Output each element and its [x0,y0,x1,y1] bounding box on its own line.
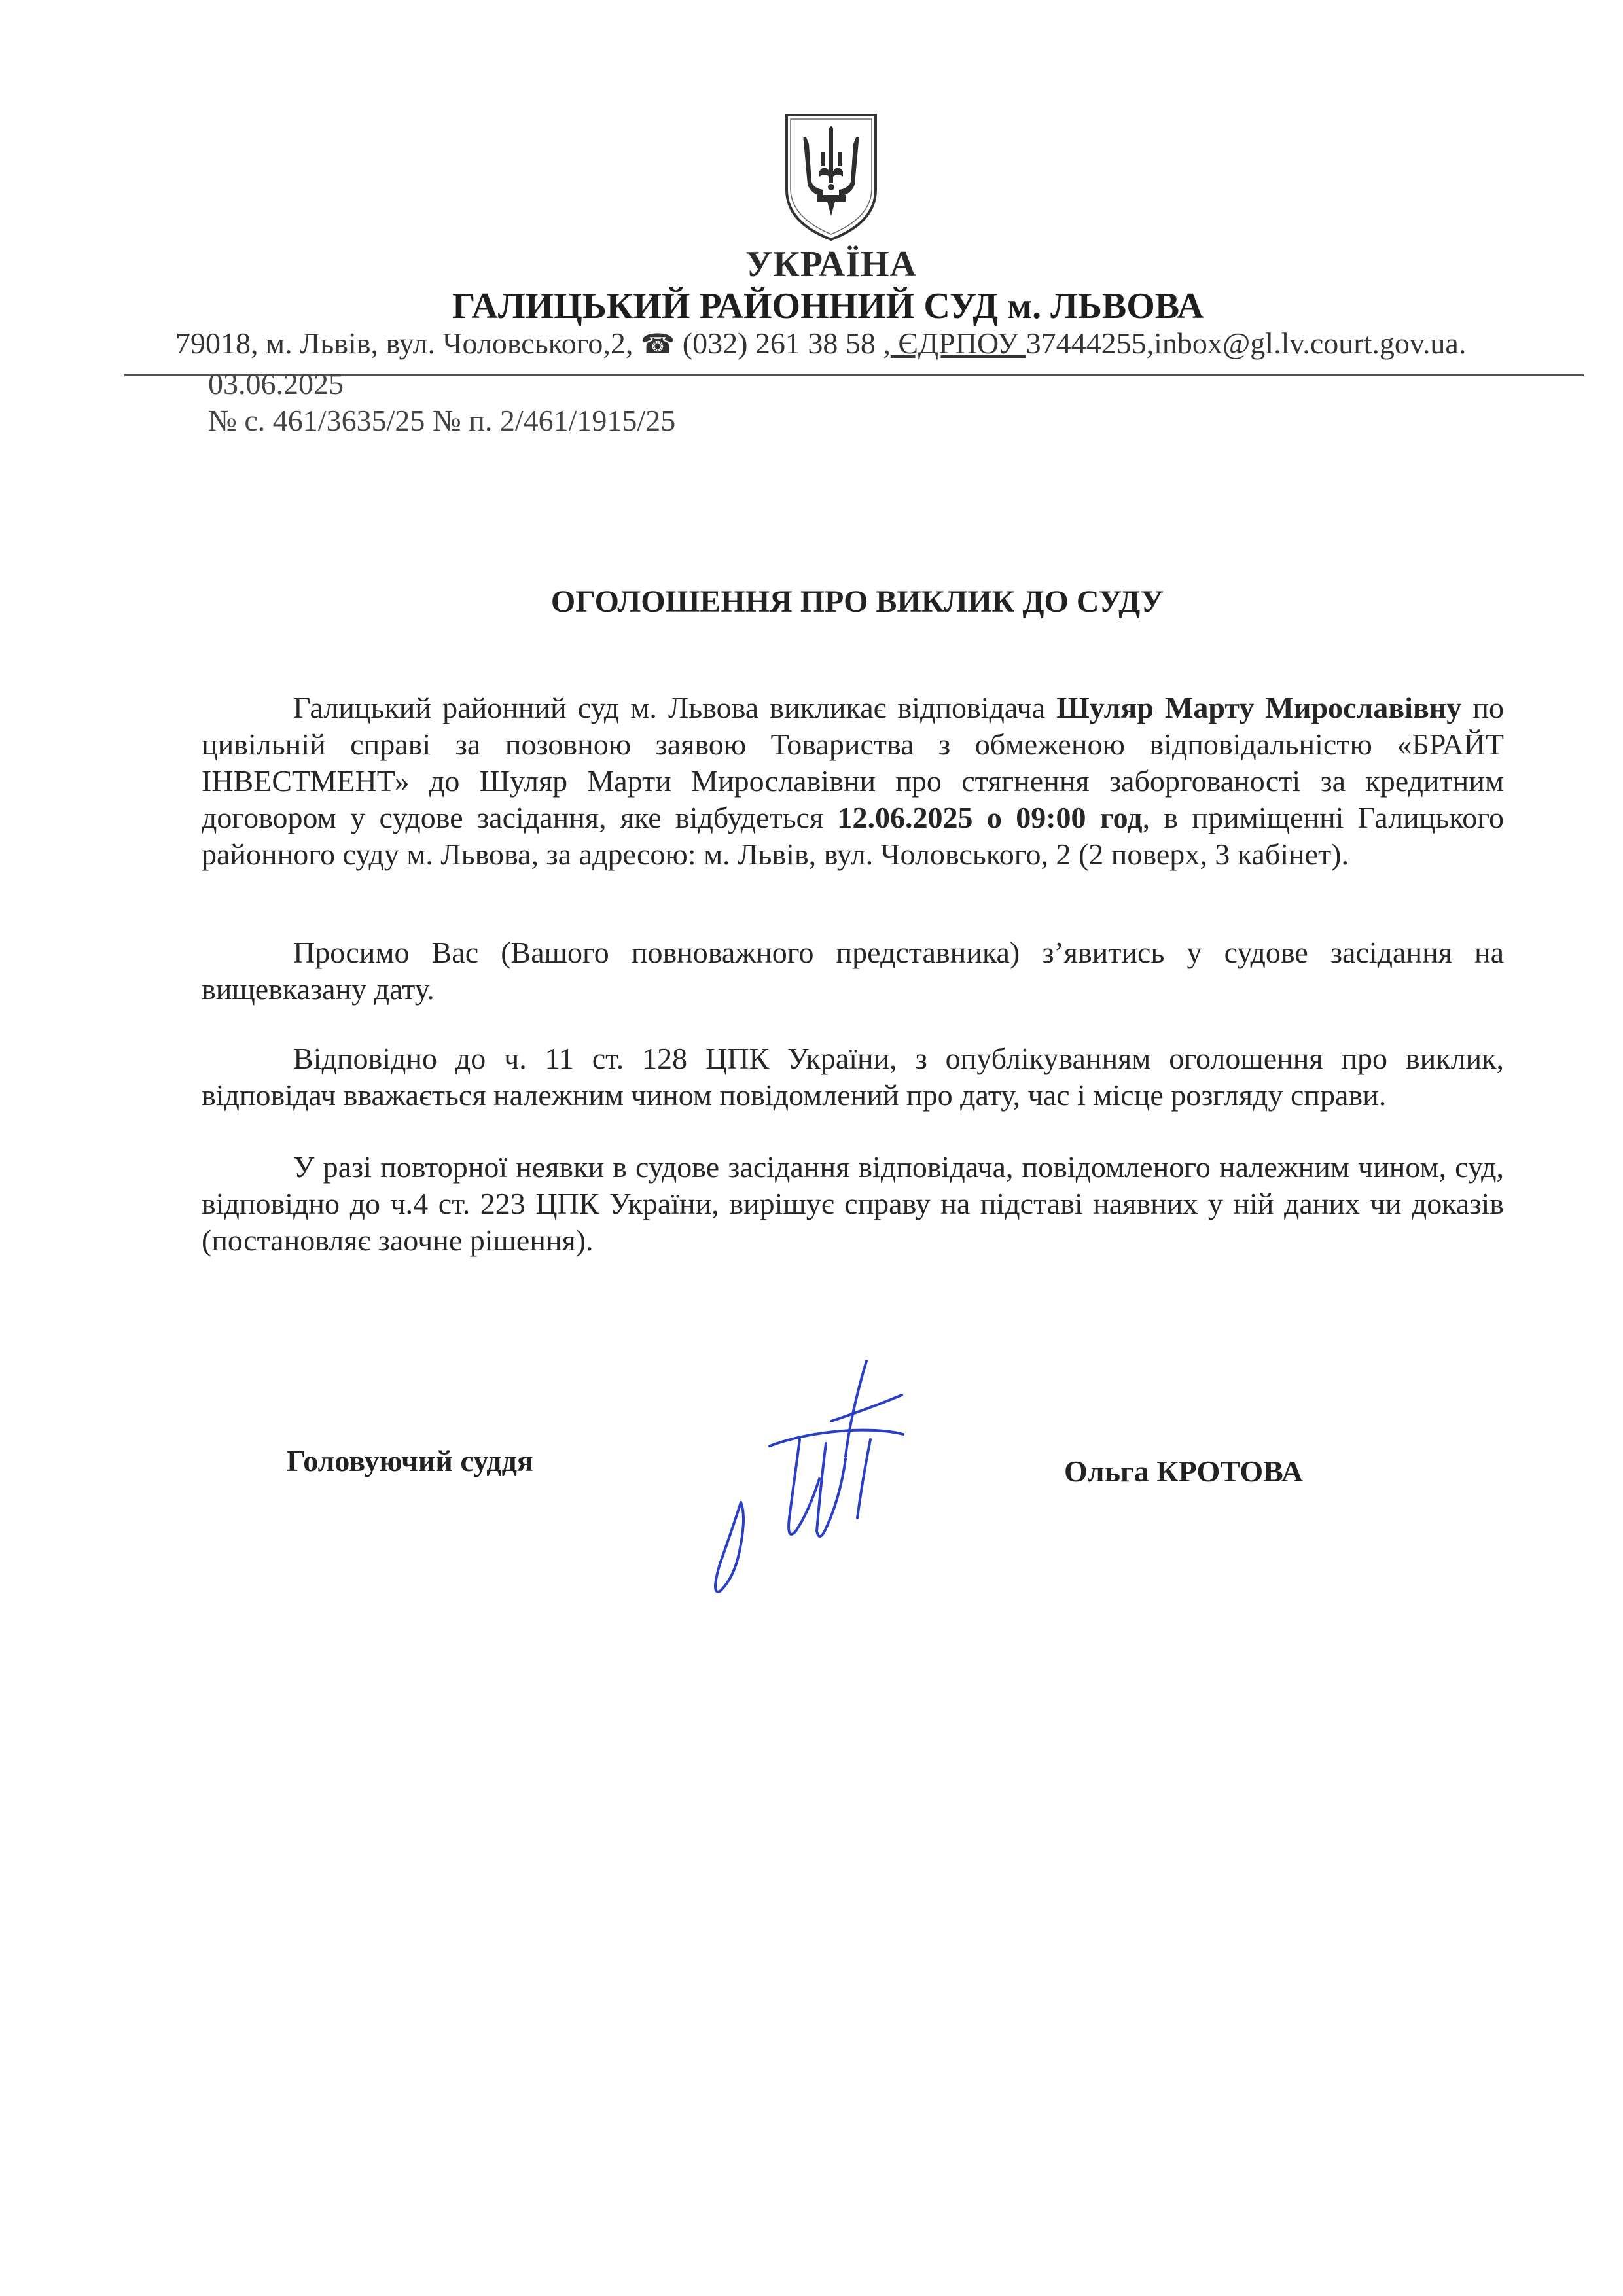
summons-text-c: по цивільній справі за позовною заявою Товариства з обмеженою відповідальністю «БРАЙТ ІНВЕСТМЕНТ» до Шуляр Марти Мирославівни про стягнення заборгованості за кредитним договором у судове засідання, яке відбудеться [202,691,1504,834]
paragraph-absence-consequence [202,1149,1504,1259]
coat-of-arms-trident-icon [783,111,880,242]
absence-text: У разі повторної неявки в судове засідання відповідача, повідомленого належним чином, суд, відповідно до ч.4 ст. 223 ЦПК України, вирішує справу на підставі наявних у ній даних чи доказів (постановляє заочне рішення). [202,1150,1504,1257]
signer-role: Головуючий суддя [287,1444,533,1477]
edrpou-label: ЄДРПОУ [890,327,1026,360]
handwritten-signature [654,1335,1021,1623]
hearing-datetime: 12.06.2025 о 09:00 год [837,801,1143,834]
court-name-heading: ГАЛИЦЬКИЙ РАЙОННИЙ СУД м. ЛЬВОВА [452,286,1204,327]
case-numbers: № с. 461/3635/25 № п. 2/461/1915/25 [208,404,676,437]
signer-name: Ольга КРОТОВА [1064,1455,1304,1488]
paragraph-request [202,934,1504,1008]
paragraph-summons [202,690,1504,873]
document-title: ОГОЛОШЕННЯ ПРО ВИКЛИК ДО СУДУ [550,584,1164,619]
address-text: 79018, м. Львів, вул. Чоловського,2, [175,327,641,360]
summons-text-a: Галицький районний суд м. Львова викликає відповідача [293,691,1057,724]
legal-basis-text: Відповідно до ч. 11 ст. 128 ЦПК України, з опублікуванням оголошення про виклик, відповідач вважається належним чином повідомлений про дату, час і місце розгляду справи. [202,1042,1504,1112]
country-heading: УКРАЇНА [745,244,917,285]
paragraph-legal-basis [202,1040,1504,1114]
summons-text-e: , в приміщенні Галицького районного суду м. Львова, за адресою: м. Львів, вул. Чоловського, 2 (2 поверх, 3 кабінет). [202,801,1504,871]
telephone-icon: ☎ [640,330,675,360]
request-text: Просимо Вас (Вашого повноважного представника) з’явитись у судове засідання на вищевказану дату. [202,936,1504,1006]
defendant-name: Шуляр Марту Мирославівну [1056,691,1462,724]
document-date: 03.06.2025 [208,367,344,400]
court-address-line [175,326,1466,361]
edrpou-email: 37444255,inbox@gl.lv.court.gov.ua. [1026,327,1467,360]
phone-number: (032) 261 38 58 , [675,327,891,360]
